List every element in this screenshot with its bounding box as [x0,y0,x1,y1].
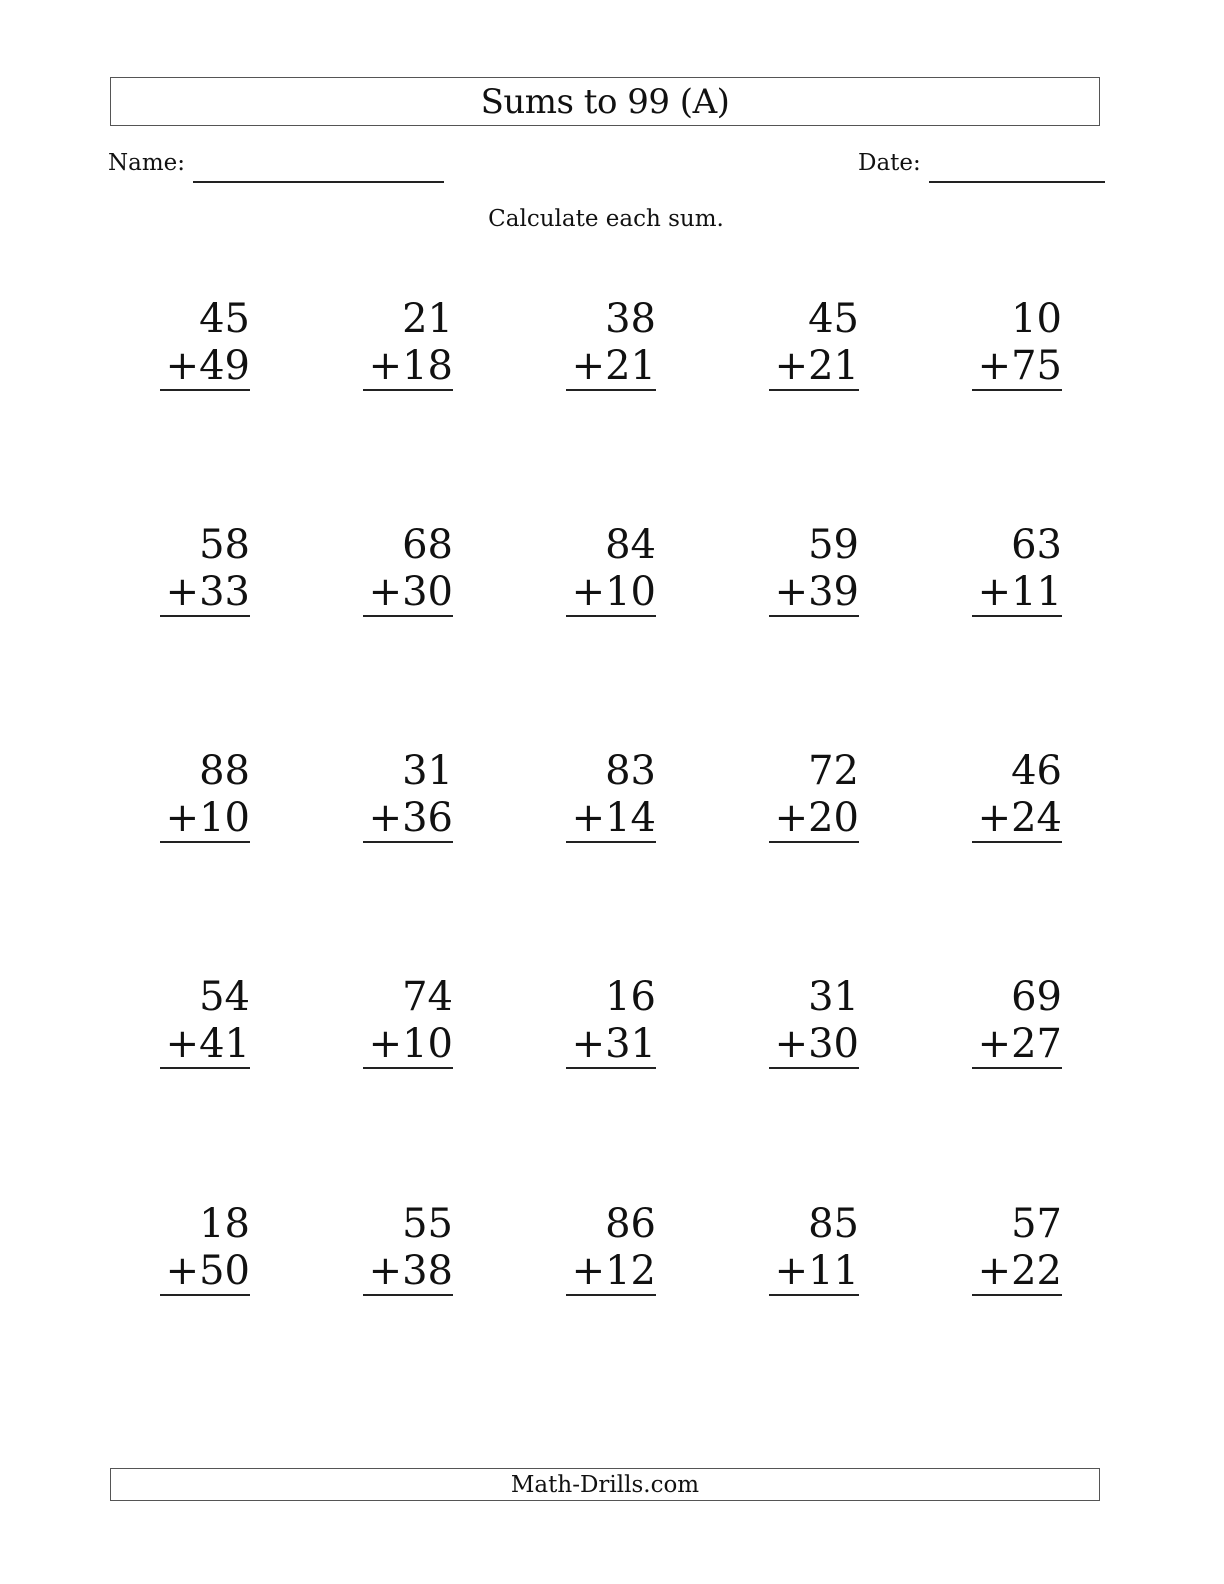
problem [160,295,250,391]
problem [160,747,250,843]
problem [566,521,656,617]
addend-top: 88 [199,748,250,794]
problem [566,295,656,391]
addend-top: 83 [605,748,656,794]
addend-bottom: +30 [769,1021,859,1069]
addend-top: 45 [199,296,250,342]
name-field[interactable] [193,181,444,183]
addend-top: 16 [605,974,656,1020]
problem [769,973,859,1069]
addend-bottom: +30 [363,569,453,617]
addend-bottom: +21 [769,343,859,391]
instructions: Calculate each sum. [488,206,724,232]
problem [160,521,250,617]
worksheet-title: Sums to 99 (A) [480,81,730,122]
addend-top: 45 [808,296,859,342]
addend-bottom: +27 [972,1021,1062,1069]
addend-bottom: +22 [972,1248,1062,1296]
addend-bottom: +41 [160,1021,250,1069]
addend-bottom: +11 [972,569,1062,617]
addend-bottom: +31 [566,1021,656,1069]
addend-bottom: +10 [160,795,250,843]
addend-bottom: +50 [160,1248,250,1296]
problem [972,295,1062,391]
problem [160,1200,250,1296]
problem [566,973,656,1069]
addend-top: 85 [808,1201,859,1247]
addend-top: 55 [402,1201,453,1247]
addend-top: 18 [199,1201,250,1247]
footer-box [110,1468,1100,1501]
addend-top: 58 [199,522,250,568]
addend-top: 46 [1011,748,1062,794]
problem [566,747,656,843]
date-label: Date: [858,150,921,176]
addend-top: 74 [402,974,453,1020]
addend-top: 69 [1011,974,1062,1020]
addend-bottom: +49 [160,343,250,391]
addend-bottom: +10 [566,569,656,617]
addend-bottom: +24 [972,795,1062,843]
problem [160,973,250,1069]
addend-bottom: +12 [566,1248,656,1296]
addend-top: 86 [605,1201,656,1247]
problem [363,973,453,1069]
addend-bottom: +38 [363,1248,453,1296]
problem [972,973,1062,1069]
addend-top: 72 [808,748,859,794]
addend-top: 31 [402,748,453,794]
addend-bottom: +36 [363,795,453,843]
footer-text: Math-Drills.com [510,1471,700,1498]
addend-bottom: +14 [566,795,656,843]
addend-top: 57 [1011,1201,1062,1247]
addend-top: 38 [605,296,656,342]
addend-bottom: +10 [363,1021,453,1069]
addend-bottom: +20 [769,795,859,843]
addend-top: 10 [1011,296,1062,342]
problem [566,1200,656,1296]
addend-top: 68 [402,522,453,568]
addend-top: 63 [1011,522,1062,568]
problem [363,295,453,391]
addend-bottom: +21 [566,343,656,391]
problem [769,747,859,843]
addend-top: 54 [199,974,250,1020]
addend-bottom: +18 [363,343,453,391]
addend-top: 31 [808,974,859,1020]
addend-bottom: +33 [160,569,250,617]
problem [363,521,453,617]
name-label: Name: [108,150,186,176]
problem [769,295,859,391]
problem [972,521,1062,617]
addend-bottom: +75 [972,343,1062,391]
problem [363,1200,453,1296]
addend-bottom: +39 [769,569,859,617]
worksheet-title-box [110,77,1100,126]
problem [769,521,859,617]
problem [363,747,453,843]
addend-top: 84 [605,522,656,568]
addend-top: 21 [402,296,453,342]
problem [972,1200,1062,1296]
addend-bottom: +11 [769,1248,859,1296]
date-field[interactable] [929,181,1105,183]
addend-top: 59 [808,522,859,568]
problem [769,1200,859,1296]
problem [972,747,1062,843]
